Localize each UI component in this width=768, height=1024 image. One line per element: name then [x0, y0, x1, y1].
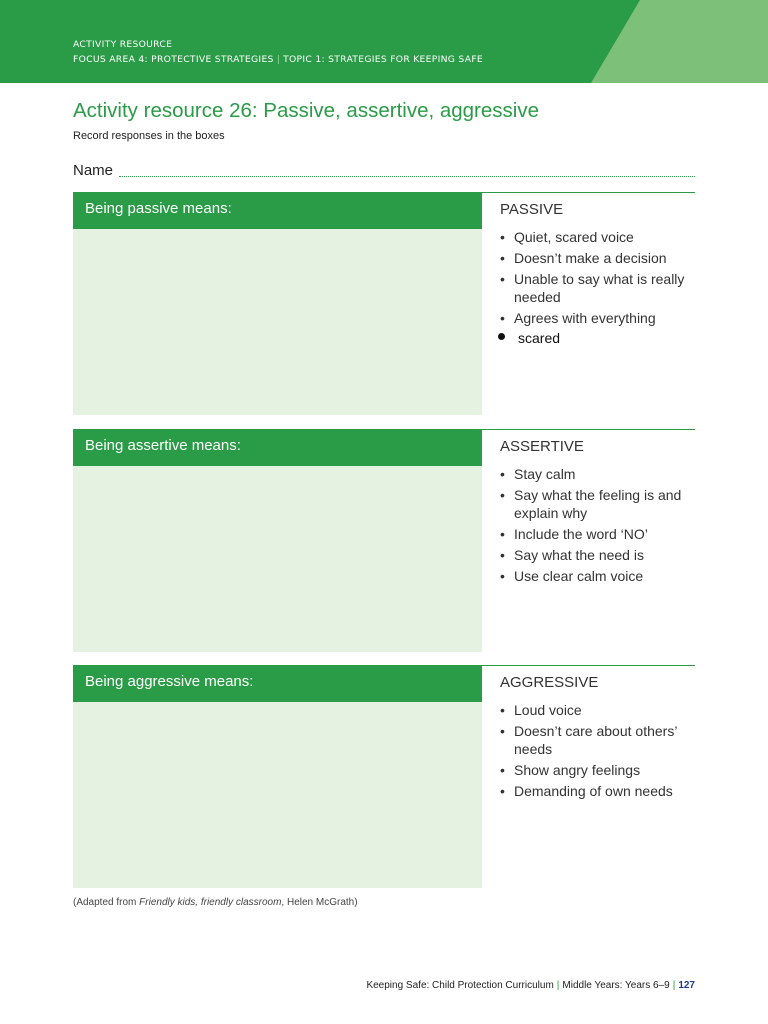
header-focus-area: FOCUS AREA 4: PROTECTIVE STRATEGIES [73, 54, 274, 65]
section-passive [73, 192, 695, 416]
footer-curriculum: Keeping Safe: Child Protection Curriculum [366, 980, 554, 991]
section-assertive [73, 429, 695, 653]
aggressive-divider [482, 665, 695, 666]
name-label: Name [73, 162, 114, 179]
list-item: • Agrees with everything [500, 309, 695, 327]
passive-divider [482, 192, 695, 193]
footer-separator: | [556, 980, 560, 991]
assertive-info-title: ASSERTIVE [500, 438, 584, 455]
list-item: • Stay calm [500, 465, 695, 483]
assertive-list [500, 465, 695, 588]
source-caption [73, 897, 358, 908]
caption-prefix: (Adapted from [73, 897, 140, 908]
assertive-response-box[interactable] [73, 466, 482, 652]
footer-years: Middle Years: Years 6–9 [562, 980, 670, 991]
aggressive-info-title: AGGRESSIVE [500, 674, 599, 691]
list-item: • Say what the need is [500, 546, 695, 564]
aggressive-response-box[interactable] [73, 702, 482, 888]
assertive-box-label: Being assertive means: [85, 437, 241, 454]
section-aggressive [73, 665, 695, 889]
list-item: • Use clear calm voice [500, 567, 695, 585]
header-topic: TOPIC 1: STRATEGIES FOR KEEPING SAFE [283, 54, 484, 65]
list-item: • Say what the feeling is and explain why [500, 486, 695, 522]
name-field[interactable] [119, 176, 695, 177]
list-item: • Unable to say what is really needed [500, 270, 695, 306]
page-footer [366, 980, 695, 991]
header-breadcrumb [73, 54, 483, 65]
name-row [73, 162, 695, 180]
list-item: • Doesn’t care about others’ needs [500, 722, 695, 758]
list-item: • Loud voice [500, 701, 695, 719]
caption-suffix: , Helen McGrath) [281, 897, 358, 908]
list-item: • Include the word ‘NO’ [500, 525, 695, 543]
bullet-dot [498, 333, 505, 340]
header-label: ACTIVITY RESOURCE [73, 39, 173, 50]
footer-separator: | [672, 980, 676, 991]
aggressive-list [500, 701, 695, 803]
aggressive-box-label: Being aggressive means: [85, 673, 254, 690]
list-item: • Demanding of own needs [500, 782, 695, 800]
header-separator: | [276, 54, 281, 65]
passive-info-title: PASSIVE [500, 201, 564, 218]
assertive-box-header [73, 429, 482, 466]
list-item: • Doesn’t make a decision [500, 249, 695, 267]
caption-book-title: Friendly kids, friendly classroom [139, 897, 282, 908]
passive-box-label: Being passive means: [85, 200, 232, 217]
page-title: Activity resource 26: Passive, assertive, aggressive [73, 99, 539, 122]
passive-extra-text: scared [518, 330, 561, 346]
page-subtitle: Record responses in the boxes [73, 130, 225, 142]
passive-list [500, 228, 695, 330]
page-number: 127 [678, 980, 695, 991]
passive-response-box[interactable] [73, 229, 482, 415]
passive-box-header [73, 192, 482, 229]
assertive-divider [482, 429, 695, 430]
header-band [0, 0, 768, 83]
list-item: • Quiet, scared voice [500, 228, 695, 246]
aggressive-box-header [73, 665, 482, 702]
list-item: • Show angry feelings [500, 761, 695, 779]
